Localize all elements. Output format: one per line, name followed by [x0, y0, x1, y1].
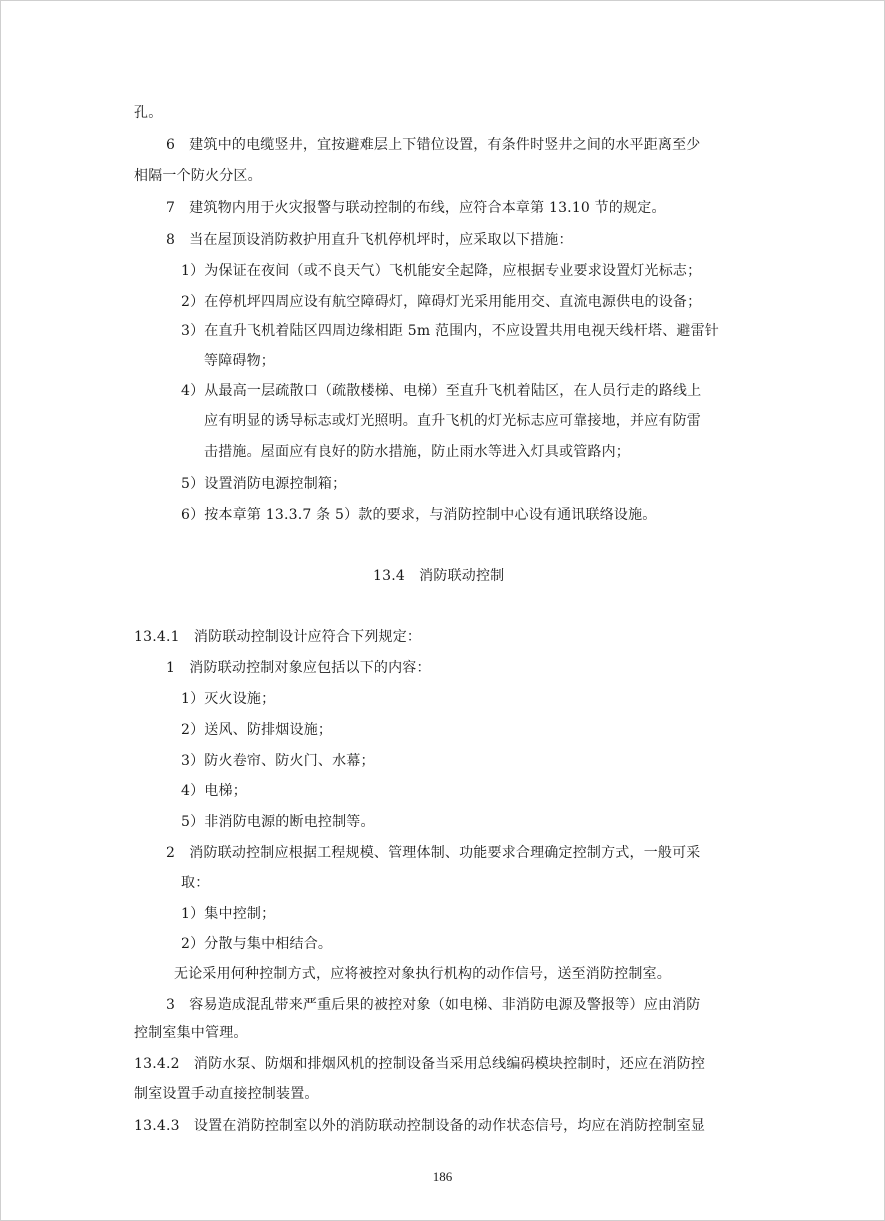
text-line: 制室设置手动直接控制装置。 — [134, 1086, 319, 1102]
list-item: 5）非消防电源的断电控制等。 — [181, 814, 375, 830]
section-heading: 13.4 消防联动控制 — [373, 568, 505, 584]
text-line: 6）按本章第 13.3.7 条 5）款的要求，与消防控制中心设有通讯联络设施。 — [181, 507, 657, 523]
text-line: 1 消防联动控制对象应包括以下的内容： — [166, 660, 431, 676]
list-item: 1）灭火设施； — [181, 691, 276, 707]
text-line: 2 消防联动控制应根据工程规模、管理体制、功能要求合理确定控制方式，一般可采 — [166, 845, 701, 861]
clause-title: 13.4.3 设置在消防控制室以外的消防联动控制设备的动作状态信号，均应在消防控制室显 — [134, 1118, 706, 1134]
list-item: 1）集中控制； — [181, 906, 276, 922]
list-item: 3）防火卷帘、防火门、水幕； — [181, 753, 375, 769]
text-line: 相隔一个防火分区。 — [134, 168, 262, 184]
text-line: 3）在直升飞机着陆区四周边缘相距 5m 范围内，不应设置共用电视天线杆塔、避雷针 — [181, 323, 719, 339]
list-item: 2）送风、防排烟设施； — [181, 722, 333, 738]
page-number: 186 — [432, 1169, 453, 1184]
text-line: 应有明显的诱导标志或灯光照明。直升飞机的灯光标志应可靠接地，并应有防雷 — [204, 413, 701, 429]
text-line: 3 容易造成混乱带来严重后果的被控对象（如电梯、非消防电源及警报等）应由消防 — [166, 997, 701, 1013]
text-line: 控制室集中管理。 — [134, 1025, 248, 1041]
text-line: 击措施。屋面应有良好的防水措施，防止雨水等进入灯具或管路内； — [204, 444, 630, 460]
text-line: 无论采用何种控制方式，应将被控对象执行机构的动作信号，送至消防控制室。 — [174, 966, 671, 982]
text-line: 等障碍物； — [204, 353, 275, 369]
text-line: 5）设置消防电源控制箱； — [181, 476, 347, 492]
text-line: 7 建筑物内用于火灾报警与联动控制的布线，应符合本章第 13.10 节的规定。 — [166, 200, 666, 216]
list-item: 4）电梯； — [181, 783, 247, 799]
text-line: 8 当在屋顶设消防救护用直升飞机停机坪时，应采取以下措施： — [166, 232, 573, 248]
text-line: 1）为保证在夜间（或不良天气）飞机能安全起降，应根据专业要求设置灯光标志； — [181, 263, 702, 279]
text-line: 取： — [181, 875, 210, 891]
text-line: 2）在停机坪四周应设有航空障碍灯，障碍灯光采用能用交、直流电源供电的设备； — [181, 294, 702, 310]
clause-title: 13.4.2 消防水泵、防烟和排烟风机的控制设备当采用总线编码模块控制时，还应在消防控 — [134, 1056, 706, 1072]
text-line: 6 建筑中的电缆竖井，宜按避难层上下错位设置，有条件时竖井之间的水平距离至少 — [166, 137, 701, 153]
list-item: 2）分散与集中相结合。 — [181, 936, 333, 952]
clause-title: 13.4.1 消防联动控制设计应符合下列规定： — [134, 629, 422, 645]
text-line: 4）从最高一层疏散口（疏散楼梯、电梯）至直升飞机着陆区，在人员行走的路线上 — [181, 383, 702, 399]
text-line: 孔。 — [134, 105, 163, 121]
